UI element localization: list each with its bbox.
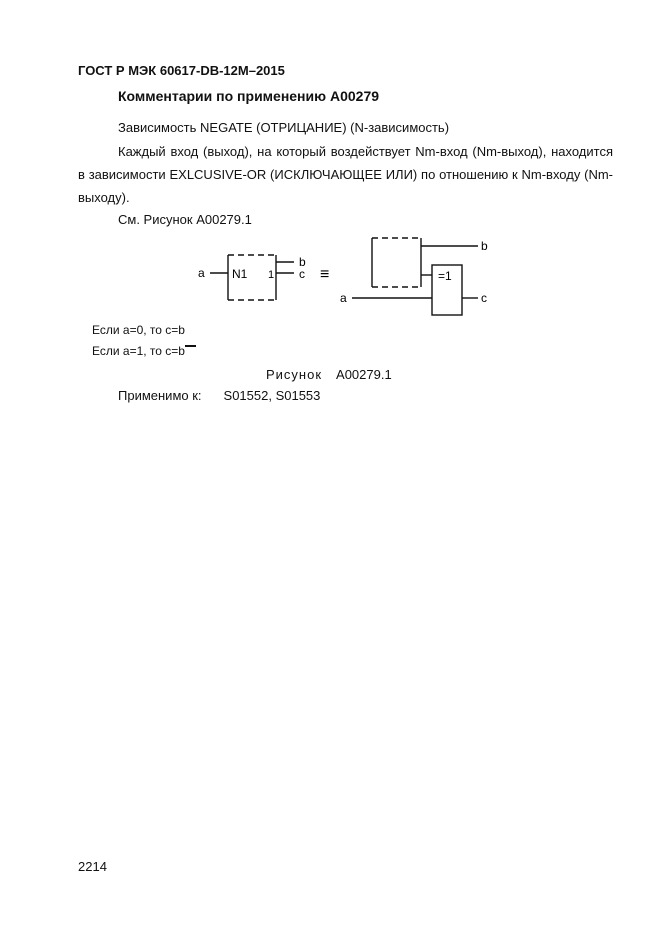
see-figure-text: См. Рисунок A00279.1 [118,212,252,227]
condition-a0: Если a=0, то c=b [92,323,185,337]
condition-a1-text: Если a=1, то c=b [92,344,185,358]
body-paragraph [78,140,613,209]
xor-label: =1 [438,269,452,283]
left-output-c-label: c [299,267,305,281]
overline-mark [185,345,196,347]
figure-caption [266,367,392,382]
output-number-label: 1 [268,269,275,281]
logic-diagram [190,230,500,320]
figure-caption-number: A00279.1 [336,367,392,382]
body-paragraph-text: Каждый вход (выход), на который воздействует Nm-вход (Nm-выход), находится в зависимости EXLCUSIVE-OR (ИСКЛЮЧАЮЩЕЕ ИЛИ) по отношению к Nm-входу (Nm-выходу). [78,144,613,205]
n1-label: N1 [232,267,248,281]
equivalence-sign: ≡ [320,266,330,283]
page-number: 2214 [78,859,107,874]
applies-to-values: S01552, S01553 [223,388,321,403]
right-input-a-label: a [340,291,347,305]
applies-to-label: Применимо к: [118,388,202,403]
left-output-b-label: b [299,255,306,269]
right-logic-block [352,238,478,315]
dependency-heading: Зависимость NEGATE (ОТРИЦАНИЕ) (N-зависимость) [118,120,450,135]
condition-a1 [92,344,196,358]
applies-to [118,388,320,403]
section-title: Комментарии по применению A00279 [118,88,380,104]
right-output-c-label: c [481,291,487,305]
document-header: ГОСТ Р МЭК 60617-DB-12M–2015 [78,63,285,78]
left-logic-block [210,255,294,300]
left-input-a-label: a [198,266,205,280]
right-output-b-label: b [481,239,488,253]
figure-caption-word: Рисунок [266,367,323,382]
